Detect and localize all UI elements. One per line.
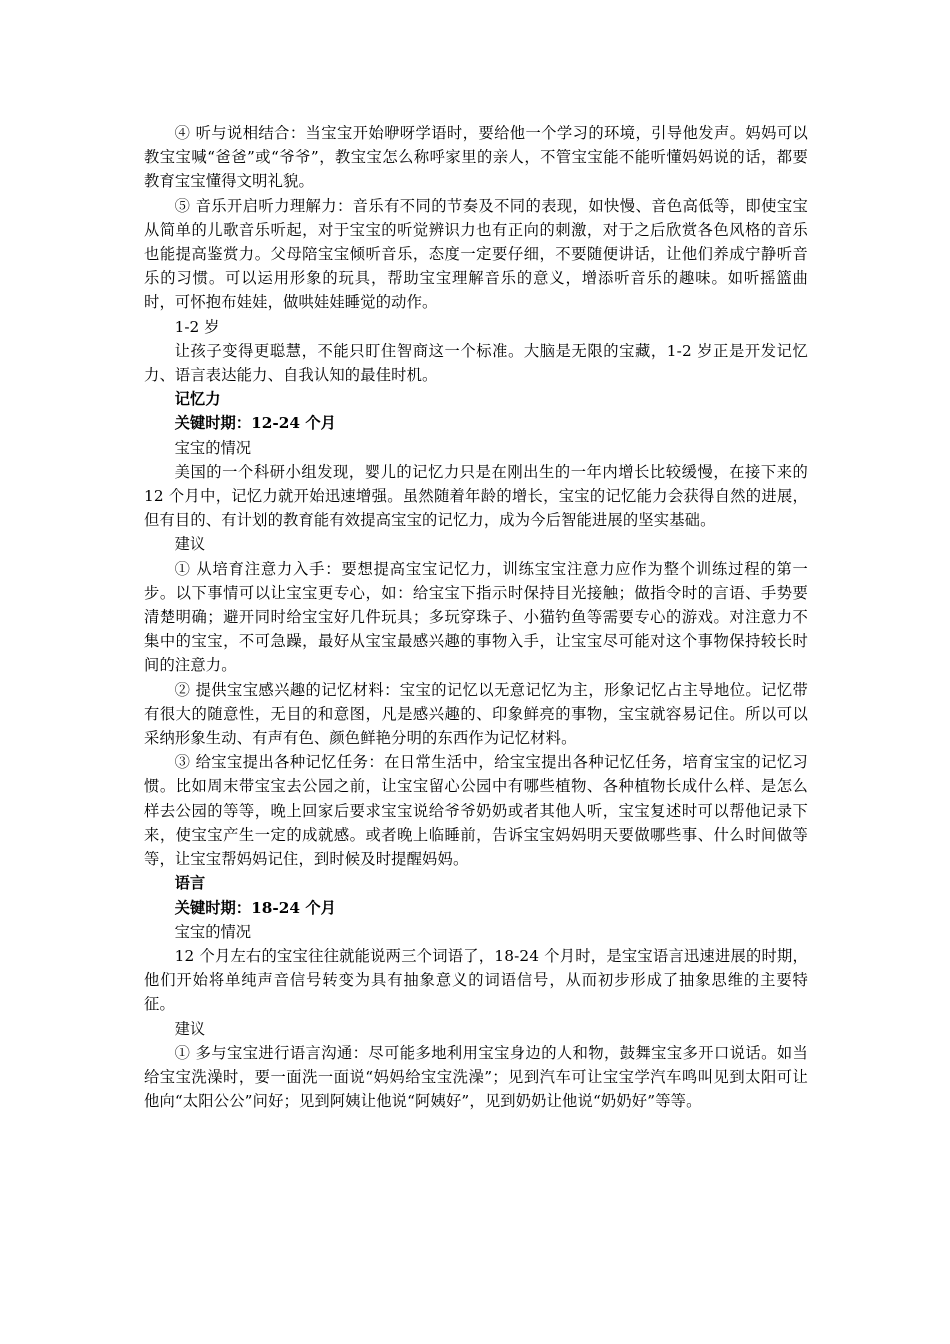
paragraph-music-listening: ⑤ 音乐开启听力理解力：音乐有不同的节奏及不同的表现，如快慢、音色高低等，即使宝宝从简单的儿歌音乐听起，对于宝宝的听觉辨识力也有正向的刺激，对于之后欣赏各色风格的音乐也能提高鉴赏力。父母陪宝宝倾听音乐，态度一定要仔细，不要随便讲话，让他们养成宁静听音乐的习惯。可以运用形象的玩具，帮助宝宝理解音乐的意义，增添听音乐的趣味。如听摇篮曲时，可怀抱布娃娃，做哄娃娃睡觉的动作。 <box>144 196 808 312</box>
paragraph-memory-materials: ② 提供宝宝感兴趣的记忆材料：宝宝的记忆以无意记忆为主，形象记忆占主导地位。记忆带有很大的随意性，无目的和意图，凡是感兴趣的、印象鲜亮的事物，宝宝就容易记住。所以可以采纳形象生动、有声有色、颜色鲜艳分明的东西作为记忆材料。 <box>144 680 808 748</box>
heading-memory: 记忆力 <box>174 390 221 409</box>
paragraph-age-intro: 让孩子变得更聪慧，不能只盯住智商这一个标准。大脑是无限的宝藏，1-2 岁正是开发记忆力、语言表达能力、自我认知的最佳时机。 <box>144 341 808 385</box>
heading-language-period: 关键时期：18-24 个月 <box>174 898 336 917</box>
paragraph-memory-attention: ① 从培育注意力入手：要想提高宝宝记忆力，训练宝宝注意力应作为整个训练过程的第一步。以下事情可以让宝宝更专心，如：给宝宝下指示时保持目光接触；做指令时的言语、手势要清楚明确；避开同时给宝宝好几件玩具；多玩穿珠子、小猫钓鱼等需要专心的游戏。对注意力不集中的宝宝，不可急躁，最好从宝宝最感兴趣的事物入手，让宝宝尽可能对这个事物保持较长时间的注意力。 <box>144 559 808 675</box>
document-page <box>144 121 808 1113</box>
paragraph-memory-situation: 美国的一个科研小组发现，婴儿的记忆力只是在刚出生的一年内增长比较缓慢，在接下来的 12 个月中，记忆力就开始迅速增强。虽然随着年龄的增长，宝宝的记忆能力会获得自然的进展，但有目的、有计划的教育能有效提高宝宝的记忆力，成为今后智能进展的坚实基础。 <box>144 462 808 530</box>
paragraph-language-communication: ① 多与宝宝进行语言沟通：尽可能多地利用宝宝身边的人和物，鼓舞宝宝多开口说话。如当给宝宝洗澡时，要一面洗一面说“妈妈给宝宝洗澡”；见到汽车可让宝宝学汽车鸣叫见到太阳可让他向“太阳公公”问好；见到阿姨让他说“阿姨好”，见到奶奶让他说“奶奶好”等等。 <box>144 1043 808 1111</box>
age-label: 1-2 岁 <box>174 317 220 336</box>
heading-language: 语言 <box>174 874 206 893</box>
heading-memory-period: 关键时期：12-24 个月 <box>174 414 336 433</box>
paragraph-memory-tasks: ③ 给宝宝提出各种记忆任务：在日常生活中，给宝宝提出各种记忆任务，培育宝宝的记忆习惯。比如周末带宝宝去公园之前，让宝宝留心公园中有哪些植物、各种植物长成什么样、是怎么样去公园的等等，晚上回家后要求宝宝说给爷爷奶奶或者其他人听，宝宝复述时可以帮他记录下来，使宝宝产生一定的成就感。或者晚上临睡前，告诉宝宝妈妈明天要做哪些事、什么时间做等等，让宝宝帮妈妈记住，到时候及时提醒妈妈。 <box>144 753 808 869</box>
label-suggestion: 建议 <box>174 535 206 554</box>
label-baby-situation: 宝宝的情况 <box>174 438 252 457</box>
label-suggestion: 建议 <box>174 1019 206 1038</box>
label-baby-situation: 宝宝的情况 <box>174 922 252 941</box>
paragraph-language-situation: 12 个月左右的宝宝往往就能说两三个词语了，18-24 个月时，是宝宝语言迅速进展的时期，他们开始将单纯声音信号转变为具有抽象意义的词语信号，从而初步形成了抽象思维的主要特征。 <box>144 946 808 1014</box>
paragraph-listen-speak: ④ 听与说相结合：当宝宝开始咿呀学语时，要给他一个学习的环境，引导他发声。妈妈可以教宝宝喊“爸爸”或“爷爷”，教宝宝怎么称呼家里的亲人，不管宝宝能不能听懂妈妈说的话，都要教育宝宝懂得文明礼貌。 <box>144 124 808 191</box>
